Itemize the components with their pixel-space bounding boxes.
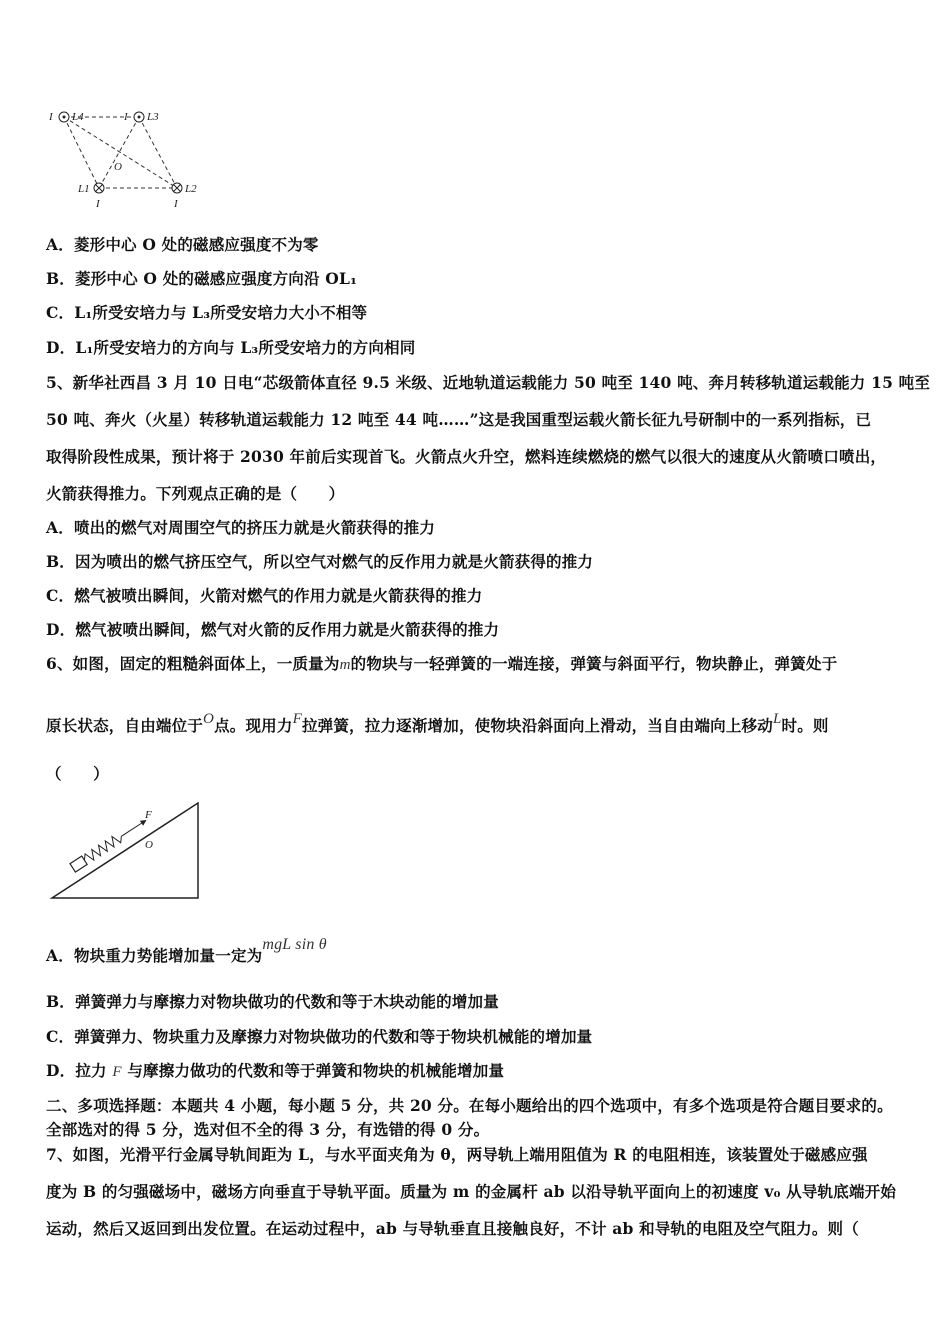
q6-option-a: A．物块重力势能增加量一定为mgL sin θ [46, 936, 327, 965]
spring-icon [82, 832, 124, 864]
q4-option-a: A．菱形中心 O 处的磁感应强度不为零 [46, 235, 319, 254]
q7-line-1: 7、如图，光滑平行金属导轨间距为 L，与水平面夹角为 θ，两导轨上端用阻值为 R 的电阻相连，该装置处于磁感应强 [46, 1145, 868, 1164]
q5-stem-line-4: 火箭获得推力。下列观点正确的是（ ） [46, 484, 345, 503]
wire-l3-icon [134, 112, 144, 122]
label-l1: L1 [78, 183, 90, 195]
q6-answer-paren: （ ） [46, 764, 109, 783]
section2-line-1: 二、多项选择题：本题共 4 小题，每小题 5 分，共 20 分。在每小题给出的四个选项中，有多个选项是符合题目要求的。 [46, 1096, 893, 1115]
rhombus-wires-figure [44, 100, 214, 215]
q5-option-c: C．燃气被喷出瞬间，火箭对燃气的作用力就是火箭获得的推力 [46, 586, 483, 605]
q7-line-2: 度为 B 的匀强磁场中，磁场方向垂直于导轨平面。质量为 m 的金属杆 ab 以沿导轨平面向上的初速度 v₀ 从导轨底端开始 [46, 1182, 897, 1201]
wire-l4-icon [59, 112, 69, 122]
q6-option-c: C．弹簧弹力、物块重力及摩擦力对物块做功的代数和等于物块机械能的增加量 [46, 1027, 593, 1046]
incline-spring-figure [46, 800, 206, 902]
q5-option-a: A．喷出的燃气对周围空气的挤压力就是火箭获得的推力 [46, 518, 436, 537]
q6-option-b: B．弹簧弹力与摩擦力对物块做功的代数和等于木块动能的增加量 [46, 992, 499, 1011]
q7-line-3: 运动，然后又返回到出发位置。在运动过程中，ab 与导轨垂直且接触良好，不计 ab 和导轨的电阻及空气阻力。则（ [46, 1219, 859, 1238]
label-l2: L2 [185, 183, 197, 195]
q4-option-d: D．L₁所受安培力的方向与 L₃所受安培力的方向相同 [46, 338, 416, 357]
q5-option-d: D．燃气被喷出瞬间，燃气对火箭的反作用力就是火箭获得的推力 [46, 620, 500, 639]
label-i-mid: I [124, 111, 128, 123]
wire-l1-icon [94, 183, 104, 193]
q4-option-c: C．L₁所受安培力与 L₃所受安培力大小不相等 [46, 303, 368, 322]
q4-option-b: B．菱形中心 O 处的磁感应强度方向沿 OL₁ [46, 269, 358, 288]
label-l4: L4 [72, 111, 84, 123]
label-f: F [145, 809, 152, 821]
label-i-bot1: I [96, 198, 100, 210]
section2-line-2: 全部选对的得 5 分，选对但不全的得 3 分，有选错的得 0 分。 [46, 1120, 490, 1139]
q6-option-d: D．拉力 F 与摩擦力做功的代数和等于弹簧和物块的机械能增加量 [46, 1061, 505, 1080]
q5-stem-line-1: 5、新华社西昌 3 月 10 日电“芯级箭体直径 9.5 米级、近地轨道运载能力 50 吨至 140 吨、奔月转移轨道运载能力 15 吨至 [46, 373, 931, 392]
wire-l2-icon [172, 183, 182, 193]
label-i-left: I [49, 111, 53, 123]
label-i-bot2: I [174, 198, 178, 210]
label-o: O [114, 161, 122, 173]
label-o: O [145, 839, 153, 851]
q5-option-b: B．因为喷出的燃气挤压空气，所以空气对燃气的反作用力就是火箭获得的推力 [46, 552, 594, 571]
q6-stem-line-1: 6、如图，固定的粗糙斜面体上，一质量为m的物块与一轻弹簧的一端连接，弹簧与斜面平行，物块静止，弹簧处于 [46, 654, 838, 673]
label-l3: L3 [147, 111, 159, 123]
q5-stem-line-2: 50 吨、奔火（火星）转移轨道运载能力 12 吨至 44 吨……”这是我国重型运载火箭长征九号研制中的一系列指标，已 [46, 410, 872, 429]
q5-stem-line-3: 取得阶段性成果，预计将于 2030 年前后实现首飞。火箭点火升空，燃料连续燃烧的燃气以很大的速度从火箭喷口喷出， [46, 447, 887, 466]
q6-stem-line-2: 原长状态，自由端位于O点。现用力F拉弹簧，拉力逐渐增加，使物块沿斜面向上滑动，当自由端向上移动L时。则 [46, 711, 829, 735]
